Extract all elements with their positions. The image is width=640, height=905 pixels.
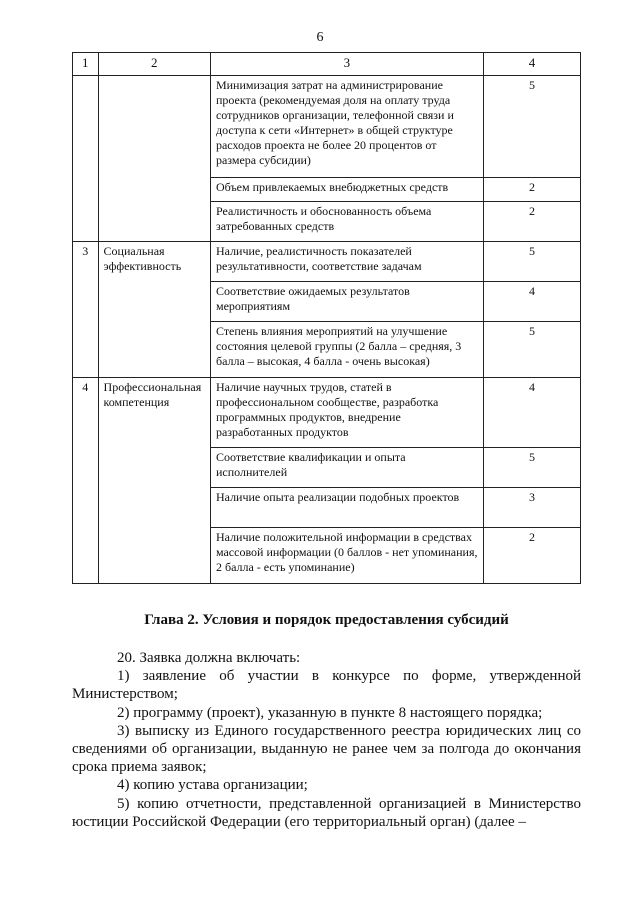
criterion-text: Наличие научных трудов, статей в профессиональном сообществе, разработка программных продуктов, внедрение разработанных продуктов: [210, 378, 483, 448]
header-cell: 3: [210, 53, 483, 76]
criterion-text: Минимизация затрат на администрирование проекта (рекомендуемая доля на оплату труда сотрудников организации, телефонной связи и доступа к сети «Интернет» в общей структуре расходов проекта не более 20 процентов от размера субсидии): [210, 76, 483, 178]
criterion-score: 2: [483, 202, 580, 242]
criterion-text: Соответствие квалификации и опыта исполнителей: [210, 448, 483, 488]
criterion-text: Наличие, реалистичность показателей результативности, соответствие задачам: [210, 242, 483, 282]
criterion-text: Соответствие ожидаемых результатов мероприятиям: [210, 282, 483, 322]
header-cell: 2: [98, 53, 210, 76]
criterion-text: Наличие опыта реализации подобных проектов: [210, 488, 483, 528]
chapter-title: Глава 2. Условия и порядок предоставления субсидий: [144, 612, 509, 628]
criteria-table: [72, 52, 581, 584]
criterion-score: 5: [483, 76, 580, 178]
criterion-group-number: [73, 76, 99, 242]
criterion-group-name: [98, 76, 210, 242]
criterion-text: Наличие положительной информации в средствах массовой информации (0 баллов - нет упоминания, 2 балла - есть упоминание): [210, 528, 483, 584]
criterion-score: 5: [483, 448, 580, 488]
criterion-score: 2: [483, 528, 580, 584]
criterion-text: Реалистичность и обоснованность объема затребованных средств: [210, 202, 483, 242]
header-cell: 1: [73, 53, 99, 76]
table-row: [73, 76, 581, 178]
criterion-score: 4: [483, 282, 580, 322]
criterion-score: 3: [483, 488, 580, 528]
header-cell: 4: [483, 53, 580, 76]
document-body: [72, 649, 581, 831]
table-row: [73, 378, 581, 448]
criterion-score: 5: [483, 242, 580, 282]
criterion-score: 4: [483, 378, 580, 448]
paragraph: 1) заявление об участии в конкурсе по форме, утвержденной Министерством;: [72, 668, 581, 703]
page-number: 6: [316, 30, 324, 45]
table-row: [73, 242, 581, 282]
criterion-group-number: 3: [73, 242, 99, 378]
criterion-score: 2: [483, 178, 580, 202]
criterion-group-name: Профессиональная компетенция: [98, 378, 210, 584]
criterion-group-number: 4: [73, 378, 99, 584]
paragraph: 4) копию устава организации;: [117, 777, 308, 794]
criterion-text: Объем привлекаемых внебюджетных средств: [210, 178, 483, 202]
table-header-row: [73, 53, 581, 76]
paragraph: 5) копию отчетности, представленной организацией в Министерство юстиции Российской Федерации (его территориальный орган) (далее –: [72, 795, 581, 830]
criterion-score: 5: [483, 322, 580, 378]
paragraph: 20. Заявка должна включать:: [117, 650, 301, 666]
criterion-text: Степень влияния мероприятий на улучшение состояния целевой группы (2 балла – средняя, 3 балла – высокая, 4 балла - очень высокая): [210, 322, 483, 378]
criterion-group-name: Социальная эффективность: [98, 242, 210, 378]
paragraph: 2) программу (проект), указанную в пункте 8 настоящего порядка;: [117, 704, 543, 721]
paragraph: 3) выписку из Единого государственного реестра юридических лиц со сведениями об организации, выданную не ранее чем за полгода до окончания срока приема заявок;: [72, 722, 581, 776]
